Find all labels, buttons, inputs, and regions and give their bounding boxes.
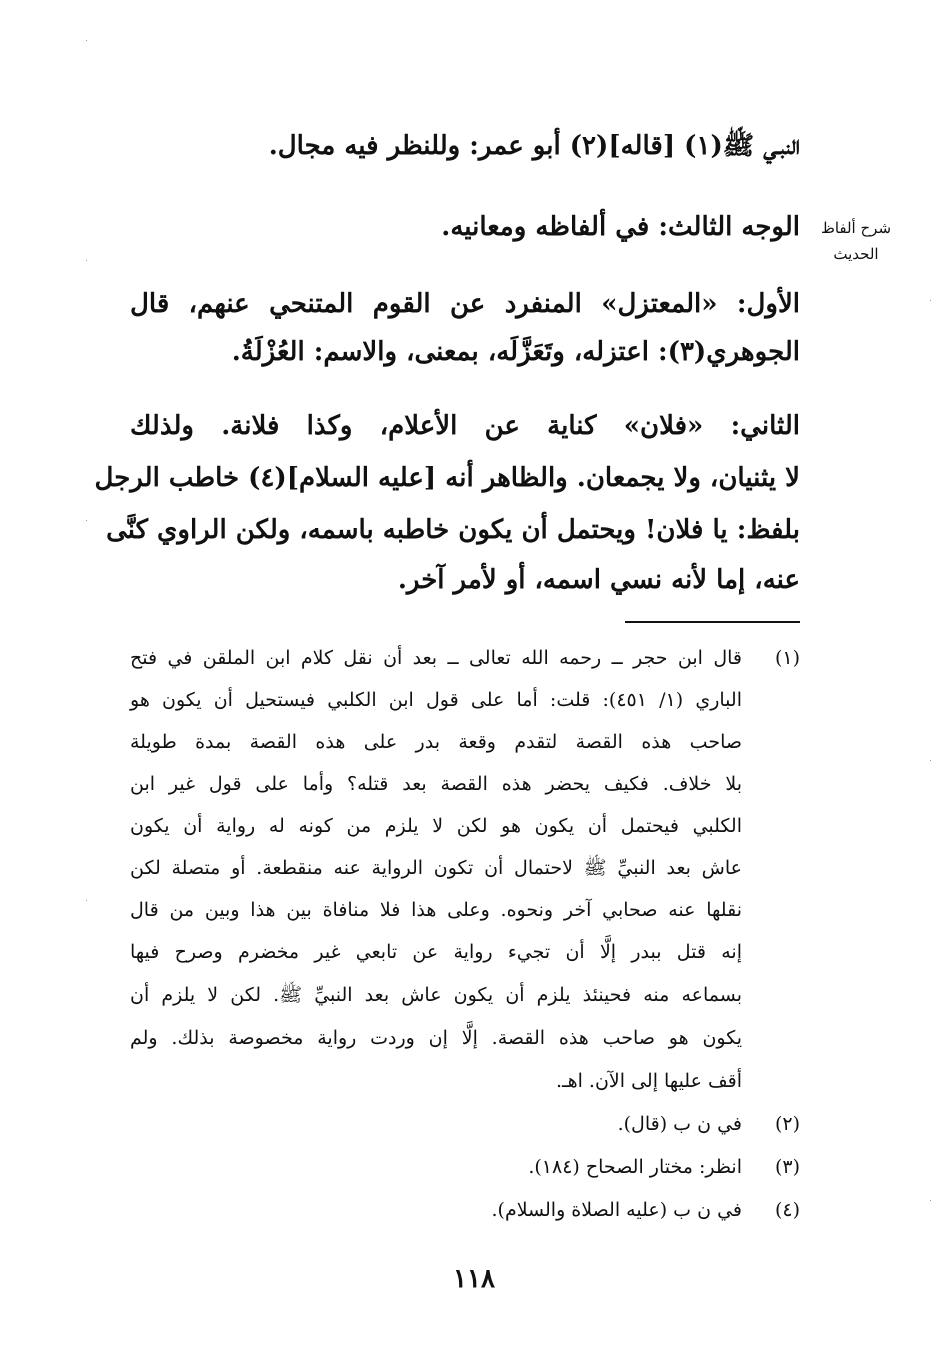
footnote-1-line-8: إنه قتل ببدر إلَّا أن تجيء رواية عن تابعي غير مخضرم وصرح فيها <box>130 941 742 963</box>
footnote-number: (١) <box>774 647 800 669</box>
footnote-1-line-5: الكلبي فيحتمل أن يكون هو لكن لا يلزم من كونه له رواية أن يكون <box>130 815 742 837</box>
footnote-2-text: في ن ب (قال). <box>617 1113 742 1135</box>
body-line-4: الجوهري(٣): اعتزله، وتَعَزَّلَه، بمعنى، والاسم: العُزْلَةُ. <box>231 337 800 367</box>
scan-speck <box>930 760 931 761</box>
footnote-number: (٣) <box>774 1156 800 1178</box>
footnote-1-row-5 <box>130 806 800 846</box>
footnote-1-line-11: أقف عليها إلى الآن. اهـ. <box>555 1070 742 1092</box>
footnote-1-row-11 <box>130 1061 800 1101</box>
scan-speck <box>86 260 87 261</box>
footnote-4-text: في ن ب (عليه الصلاة والسلام). <box>491 1199 742 1221</box>
footnote-1-line-7: نقلها عنه صحابي آخر ونحوه. وعلى هذا فلا منافاة بين هذا وبين من قال <box>130 899 742 921</box>
footnote-1-row-8 <box>130 932 800 972</box>
body-line-7: بلفظ: يا فلان! ويحتمل أن يكون خاطبه باسمه، ولكن الراوي كنَّى <box>106 515 800 545</box>
section-heading: الوجه الثالث: في ألفاظه ومعانيه. <box>441 212 800 242</box>
footnote-separator <box>625 621 800 623</box>
body-line-5: الثاني: «فلان» كناية عن الأعلام، وكذا فلانة. ولذلك <box>130 411 800 441</box>
footnote-1-row-3 <box>130 722 800 762</box>
footnote-1 <box>130 638 800 678</box>
footnote-1-line-9: بسماعه منه فحينئذ يلزم أن يكون عاش بعد النبيِّ ﷺ. لكن لا يلزم أن <box>130 984 742 1006</box>
footnote-1-line-4: بلا خلاف. فكيف يحضر هذه القصة بعد قتله؟ وأما على قول غير ابن <box>130 773 742 795</box>
footnote-1-line-10: يكون هو صاحب هذه القصة. إلَّا إن وردت رواية مخصوصة بذلك. ولم <box>130 1027 742 1049</box>
footnote-1-row-9 <box>130 975 800 1015</box>
footnote-1-row-7 <box>130 890 800 930</box>
footnote-1-row-4 <box>130 764 800 804</box>
body-line-6: لا يثنيان، ولا يجمعان. والظاهر أنه [عليه السلام](٤) خاطب الرجل <box>94 463 800 493</box>
footnote-1-line-2: الباري (١/ ٤٥١): قلت: أما على قول ابن الكلبي فيستحيل أن يكون هو <box>130 689 742 711</box>
footnote-number: (٤) <box>774 1199 800 1221</box>
footnote-1-line-1: قال ابن حجر ــ رحمه الله تعالى ــ بعد أن نقل كلام ابن الملقن في فتح <box>130 647 742 669</box>
footnote-1-row-10 <box>130 1018 800 1058</box>
side-note-line-2: الحديث <box>833 245 879 263</box>
footnote-3 <box>130 1147 800 1187</box>
scan-speck <box>86 40 87 41</box>
side-note-line-1: شرح ألفاظ <box>820 219 892 237</box>
footnote-3-text: انظر: مختار الصحاح (١٨٤). <box>528 1156 742 1178</box>
page-number: ١١٨ <box>453 1264 495 1294</box>
scan-speck <box>930 300 931 301</box>
body-line-1: النبـي ﷺ(١) [قاله](٢) أبو عمر: وللنظر فيه مجال. <box>268 131 800 161</box>
body-line-3: الأول: «المعتزل» المنفرد عن القوم المتنحي عنهم، قال <box>130 289 800 319</box>
body-line-8: عنه، إما لأنه نسي اسمه، أو لأمر آخر. <box>397 565 800 595</box>
footnote-1-line-6: عاش بعد النبيِّ ﷺ لاحتمال أن تكون الرواية عنه منقطعة. أو متصلة لكن <box>130 857 742 879</box>
footnote-4 <box>130 1190 800 1230</box>
scan-speck <box>86 900 87 901</box>
footnote-number: (٢) <box>774 1113 800 1135</box>
footnote-1-row-6 <box>130 848 800 888</box>
scan-speck <box>930 1200 931 1201</box>
scan-speck <box>86 520 87 521</box>
footnote-1-row-2 <box>130 680 800 720</box>
side-note <box>812 215 900 267</box>
footnote-1-line-3: صاحب هذه القصة لتقدم وقعة بدر على هذه القصة بمدة طويلة <box>130 731 742 753</box>
footnote-2 <box>130 1104 800 1144</box>
